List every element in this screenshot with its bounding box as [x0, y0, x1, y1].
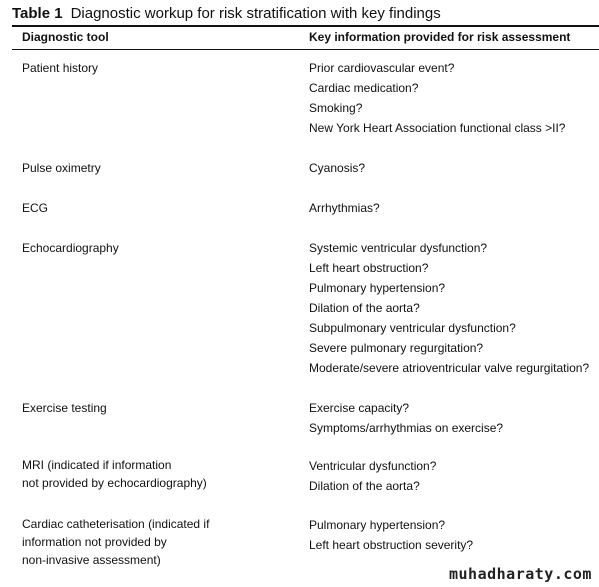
tool-line: MRI (indicated if information	[22, 458, 172, 472]
finding-item: Ventricular dysfunction?	[309, 459, 437, 473]
finding-item: Dilation of the aorta?	[309, 479, 420, 493]
tool-line: not provided by echocardiography)	[22, 476, 207, 490]
finding-item: Systemic ventricular dysfunction?	[309, 241, 488, 255]
tool-line: Exercise testing	[22, 401, 107, 415]
tool-cell	[22, 158, 292, 178]
finding-item: New York Heart Association functional class >II?	[309, 121, 566, 135]
findings-cell	[309, 456, 599, 496]
column-header-diagnostic-tool: Diagnostic tool	[22, 30, 109, 44]
findings-cell	[309, 158, 599, 178]
finding-item: Pulmonary hypertension?	[309, 281, 446, 295]
finding-item: Pulmonary hypertension?	[309, 518, 446, 532]
finding-item: Left heart obstruction severity?	[309, 538, 474, 552]
finding-item: Dilation of the aorta?	[309, 301, 420, 315]
tool-cell	[22, 238, 292, 258]
finding-item: Symptoms/arrhythmias on exercise?	[309, 421, 504, 435]
table-label: Table 1	[12, 5, 63, 22]
findings-cell	[309, 398, 599, 438]
header-rule	[12, 49, 599, 50]
finding-item: Severe pulmonary regurgitation?	[309, 341, 484, 355]
tool-line: Pulse oximetry	[22, 161, 101, 175]
finding-item: Exercise capacity?	[309, 401, 410, 415]
findings-cell	[309, 515, 599, 555]
tool-cell	[22, 398, 292, 418]
finding-item: Cyanosis?	[309, 161, 366, 175]
tool-cell	[22, 198, 292, 218]
tool-line: Patient history	[22, 61, 99, 75]
table-caption	[12, 5, 441, 22]
tool-cell	[22, 58, 292, 78]
finding-item: Smoking?	[309, 101, 363, 115]
finding-item: Cardiac medication?	[309, 81, 419, 95]
finding-item: Moderate/severe atrioventricular valve regurgitation?	[309, 361, 590, 375]
finding-item: Subpulmonary ventricular dysfunction?	[309, 321, 516, 335]
findings-cell	[309, 58, 599, 138]
tool-line: Echocardiography	[22, 241, 119, 255]
finding-item: Prior cardiovascular event?	[309, 61, 455, 75]
tool-cell	[22, 456, 292, 492]
tool-cell	[22, 515, 292, 569]
tool-line: information not provided by	[22, 535, 167, 549]
findings-cell	[309, 198, 599, 218]
tool-line: non-invasive assessment)	[22, 553, 161, 567]
tool-line: Cardiac catheterisation (indicated if	[22, 517, 210, 531]
watermark: muhadharaty.com	[449, 565, 592, 583]
finding-item: Arrhythmias?	[309, 201, 380, 215]
column-header-key-information: Key information provided for risk assessment	[309, 30, 571, 44]
findings-cell	[309, 238, 599, 378]
tool-line: ECG	[22, 201, 49, 215]
top-rule	[12, 25, 599, 27]
table-title: Diagnostic workup for risk stratification with key findings	[70, 5, 441, 22]
finding-item: Left heart obstruction?	[309, 261, 429, 275]
